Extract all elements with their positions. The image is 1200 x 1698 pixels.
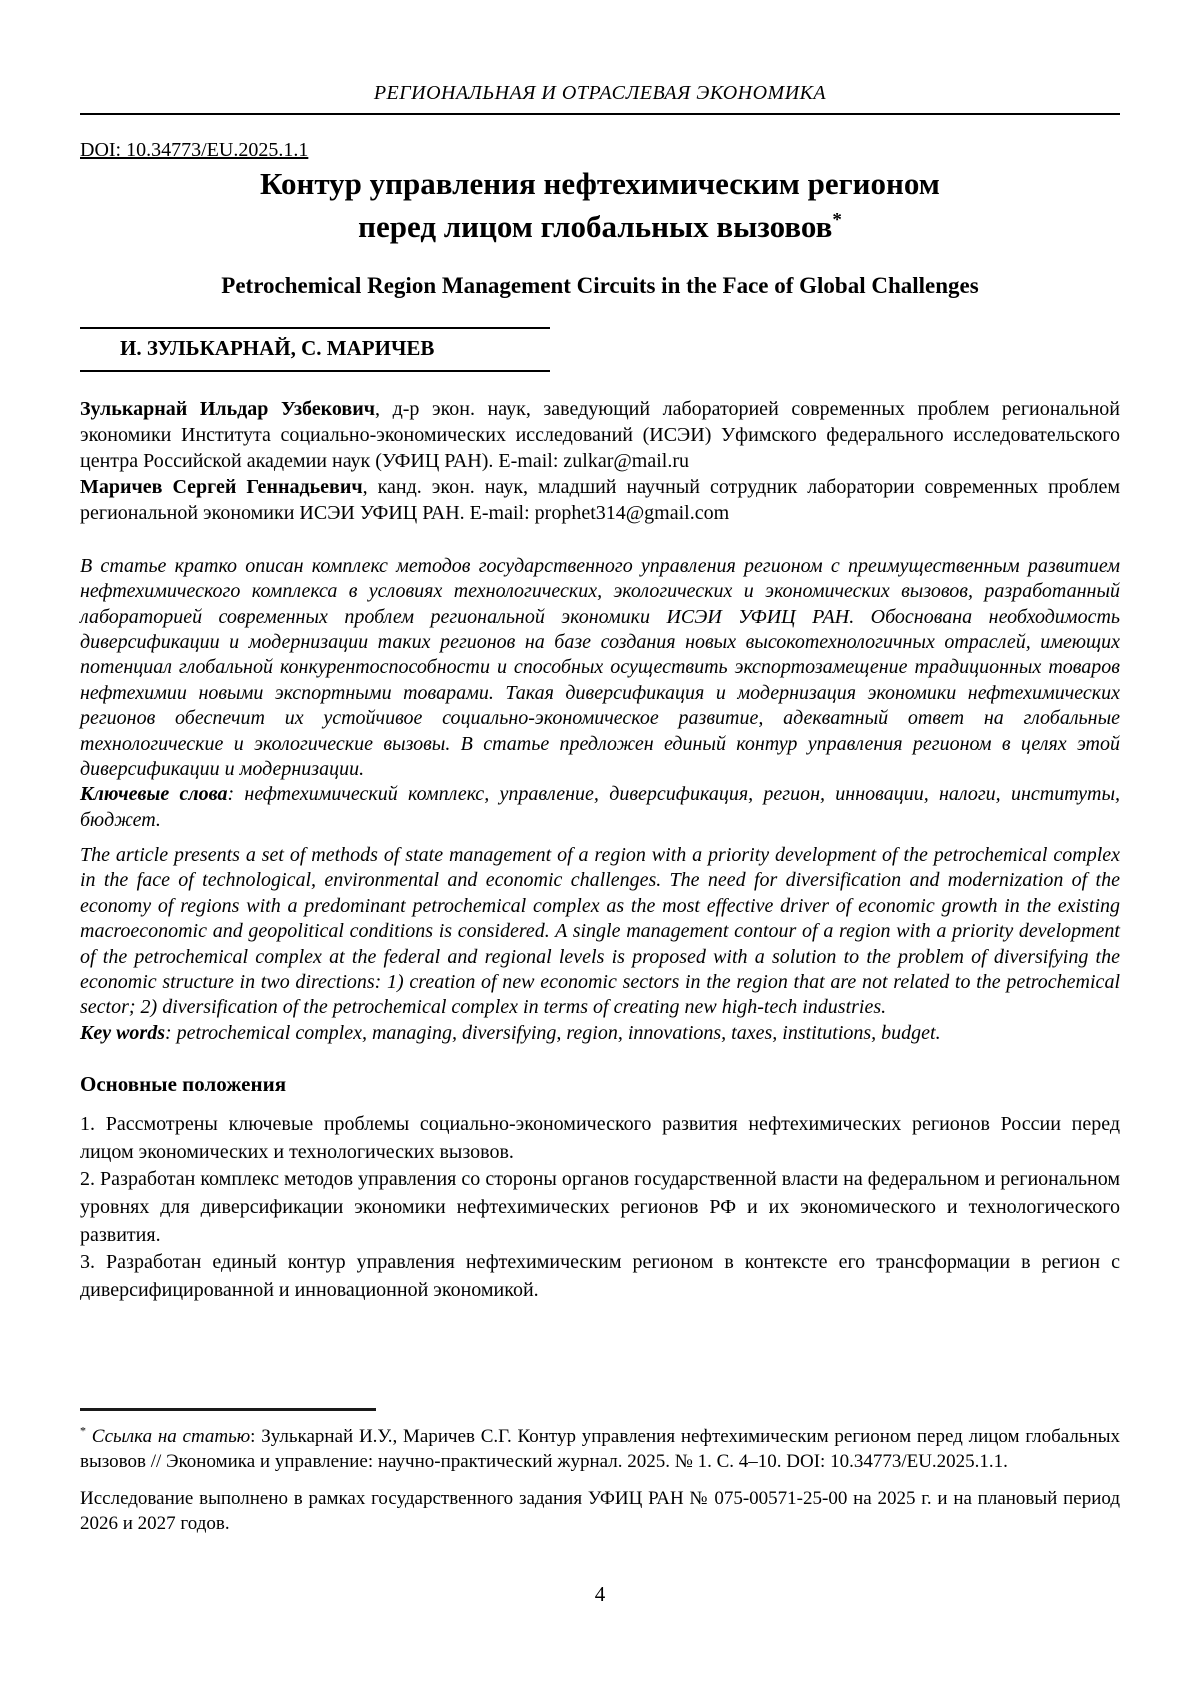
title-footnote-marker: * (832, 210, 842, 232)
abstract-ru-text: В статье кратко описан комплекс методов государственного управления регионом с преимущественным развитием нефтехимического комплекса в условиях технологических, экологических и экономических вызовов, разработанный лабораторией современных проблем региональной экономики ИСЭИ УФИЦ РАН. Обоснована необходимость диверсификации и модернизации таких регионов на базе создания новых высокотехнологичных отраслей, имеющих потенциал глобальной конкурентоспособности и способных осуществить экспортозамещение традиционных товаров нефтехимии новыми экспортными товарами. Такая диверсификация и модернизация экономики нефтехимических регионов обеспечит их устойчивое социально-экономическое развитие, адекватный ответ на глобальные технологические и экологические вызовы. В статье предложен единый контур управления регионом в целях этой диверсификации и модернизации. (80, 554, 1120, 780)
doi-text: DOI: 10.34773/EU.2025.1.1 (80, 139, 309, 161)
highlight-item-3: 3. Разработан единый контур управления нефтехимическим регионом в контексте его трансформации в регион с диверсифицированной и инновационной экономикой. (80, 1251, 1120, 1301)
highlight-item-2: 2. Разработан комплекс методов управления со стороны органов государственной власти на федеральном и региональном уровнях для диверсификации экономики нефтехимических регионов РФ и их экономического и технологического развития. (80, 1168, 1120, 1246)
page-number: 4 (594, 1582, 606, 1606)
keywords-en (80, 1021, 1120, 1046)
running-head: РЕГИОНАЛЬНАЯ И ОТРАСЛЕВАЯ ЭКОНОМИКА (80, 82, 1120, 115)
keywords-en-list: : petrochemical complex, managing, diversifying, region, innovations, taxes, institutions, budget. (165, 1021, 941, 1044)
author-1-affiliation: , д-р экон. наук, заведующий лабораторией современных проблем региональной экономики Института социально-экономических исследований (ИСЭИ) Уфимского федерального исследовательского центра Российской академии наук (УФИЦ РАН). E-mail: zulkar@mail.ru (80, 397, 1120, 472)
author-1-name: Зулькарнай Ильдар Узбекович (80, 397, 376, 420)
highlights-heading: Основные положения (80, 1072, 287, 1097)
footnote-funding: Исследование выполнено в рамках государственного задания УФИЦ РАН № 075-00571-25-00 на 2025 г. и на плановый период 2026 и 2027 годов. (80, 1488, 1120, 1535)
article-title-ru-line2 (80, 205, 1120, 248)
article-title-ru (80, 162, 1120, 249)
author-detail-2 (80, 474, 1120, 526)
keywords-en-label: Key words (80, 1021, 165, 1044)
abstract-en (80, 843, 1120, 1046)
keywords-ru (80, 782, 1120, 833)
highlight-item-1: 1. Рассмотрены ключевые проблемы социально-экономического развития нефтехимических регионов России перед лицом экономических и технологических вызовов. (80, 1113, 1120, 1163)
keywords-ru-list: : нефтехимический комплекс, управление, диверсификация, регион, инновации, налоги, институты, бюджет. (80, 783, 1121, 831)
footnote-separator-rule (80, 1408, 376, 1411)
author-2-affiliation: , канд. экон. наук, младший научный сотрудник лаборатории современных проблем региональной экономики ИСЭИ УФИЦ РАН. E-mail: prophet314@gmail.com (80, 475, 1120, 524)
footnote-citation-text: : Зулькарнай И.У., Маричев С.Г. Контур управления нефтехимическим регионом перед лицом глобальных вызовов // Экономика и управление: научно-практический журнал. 2025. № 1. С. 4–10. DOI: 10.34773/EU.2025.1.1. (80, 1426, 1120, 1472)
doi-line (80, 139, 1120, 162)
footnote-marker: * (80, 1423, 86, 1438)
authors-byline: И. ЗУЛЬКАРНАЙ, С. МАРИЧЕВ (80, 327, 550, 372)
footnote-citation (80, 1425, 1120, 1474)
article-title-ru-line1: Контур управления нефтехимическим регионом (260, 166, 940, 201)
highlights-list (80, 1111, 1120, 1304)
author-detail-1 (80, 396, 1120, 474)
authors-info (80, 396, 1120, 526)
footnote-area (80, 1408, 1120, 1537)
abstract-ru (80, 554, 1120, 833)
footnote-citation-label: Ссылка на статью (91, 1426, 251, 1447)
keywords-ru-label: Ключевые слова (80, 783, 228, 806)
author-2-name: Маричев Сергей Геннадьевич (80, 475, 363, 498)
article-title-en: Petrochemical Region Management Circuits in the Face of Global Challenges (221, 272, 979, 298)
abstract-en-text: The article presents a set of methods of state management of a region with a priority development of the petrochemical complex in the face of technological, environmental and economic challenges. The need for diversification and modernization of the economy of regions with a predominant petrochemical complex as the most effective driver of economic growth in the existing macroeconomic and geopolitical conditions is considered. A single management contour of a region with a priority development of the petrochemical complex at the federal and regional levels is proposed with a solution to the problem of diversifying the economic structure in two directions: 1) creation of new economic sectors in the region that are not related to the petrochemical sector; 2) diversification of the petrochemical complex in terms of creating new high-tech industries. (80, 844, 1120, 1019)
article-title-ru-line2-text: перед лицом глобальных вызовов (358, 209, 833, 245)
